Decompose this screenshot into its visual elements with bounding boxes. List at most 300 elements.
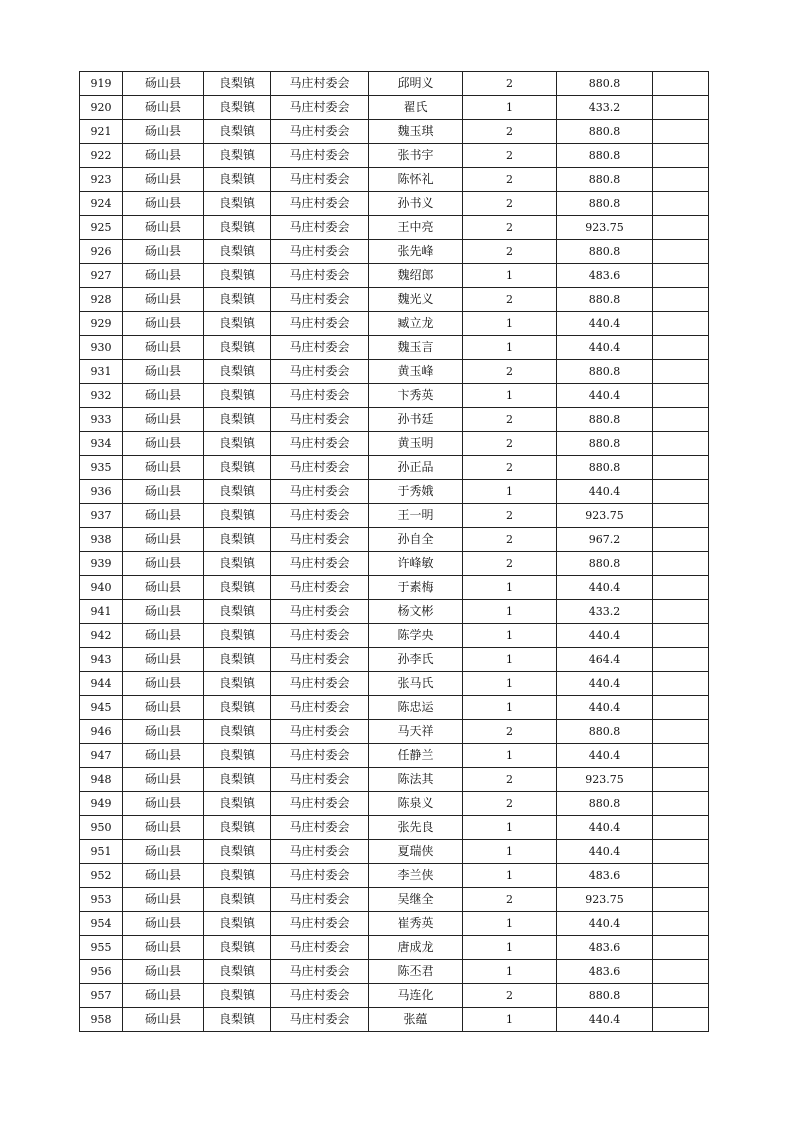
count-cell: 1	[463, 840, 557, 864]
county-cell: 砀山县	[123, 312, 204, 336]
county-cell: 砀山县	[123, 984, 204, 1008]
table-row	[80, 312, 709, 336]
village-cell: 马庄村委会	[271, 768, 369, 792]
amount-cell: 433.2	[557, 600, 653, 624]
amount-cell: 440.4	[557, 1008, 653, 1032]
name-cell: 马连化	[369, 984, 463, 1008]
village-cell: 马庄村委会	[271, 672, 369, 696]
table-row	[80, 168, 709, 192]
remark-cell	[653, 888, 709, 912]
county-cell: 砀山县	[123, 456, 204, 480]
remark-cell	[653, 936, 709, 960]
amount-cell: 880.8	[557, 408, 653, 432]
row-index-cell: 955	[80, 936, 123, 960]
data-table	[79, 71, 709, 1032]
amount-cell: 880.8	[557, 120, 653, 144]
table-row	[80, 528, 709, 552]
count-cell: 1	[463, 1008, 557, 1032]
village-cell: 马庄村委会	[271, 288, 369, 312]
town-cell: 良梨镇	[204, 600, 271, 624]
table-row	[80, 264, 709, 288]
remark-cell	[653, 240, 709, 264]
row-index-cell: 941	[80, 600, 123, 624]
remark-cell	[653, 912, 709, 936]
row-index-cell: 931	[80, 360, 123, 384]
row-index-cell: 936	[80, 480, 123, 504]
remark-cell	[653, 72, 709, 96]
name-cell: 唐成龙	[369, 936, 463, 960]
county-cell: 砀山县	[123, 888, 204, 912]
count-cell: 1	[463, 576, 557, 600]
table-row	[80, 840, 709, 864]
row-index-cell: 919	[80, 72, 123, 96]
amount-cell: 440.4	[557, 840, 653, 864]
village-cell: 马庄村委会	[271, 984, 369, 1008]
row-index-cell: 948	[80, 768, 123, 792]
count-cell: 1	[463, 744, 557, 768]
town-cell: 良梨镇	[204, 984, 271, 1008]
name-cell: 吴继全	[369, 888, 463, 912]
county-cell: 砀山县	[123, 792, 204, 816]
count-cell: 2	[463, 120, 557, 144]
table-row	[80, 120, 709, 144]
town-cell: 良梨镇	[204, 528, 271, 552]
table-row	[80, 456, 709, 480]
row-index-cell: 935	[80, 456, 123, 480]
name-cell: 陈丕君	[369, 960, 463, 984]
remark-cell	[653, 264, 709, 288]
town-cell: 良梨镇	[204, 864, 271, 888]
county-cell: 砀山县	[123, 192, 204, 216]
row-index-cell: 949	[80, 792, 123, 816]
village-cell: 马庄村委会	[271, 864, 369, 888]
town-cell: 良梨镇	[204, 960, 271, 984]
row-index-cell: 942	[80, 624, 123, 648]
name-cell: 王中亮	[369, 216, 463, 240]
town-cell: 良梨镇	[204, 384, 271, 408]
remark-cell	[653, 744, 709, 768]
count-cell: 2	[463, 72, 557, 96]
town-cell: 良梨镇	[204, 624, 271, 648]
remark-cell	[653, 288, 709, 312]
village-cell: 马庄村委会	[271, 312, 369, 336]
count-cell: 1	[463, 960, 557, 984]
town-cell: 良梨镇	[204, 336, 271, 360]
village-cell: 马庄村委会	[271, 576, 369, 600]
row-index-cell: 927	[80, 264, 123, 288]
county-cell: 砀山县	[123, 1008, 204, 1032]
county-cell: 砀山县	[123, 864, 204, 888]
name-cell: 李兰侠	[369, 864, 463, 888]
village-cell: 马庄村委会	[271, 552, 369, 576]
amount-cell: 923.75	[557, 504, 653, 528]
village-cell: 马庄村委会	[271, 240, 369, 264]
name-cell: 孙自全	[369, 528, 463, 552]
amount-cell: 880.8	[557, 792, 653, 816]
amount-cell: 483.6	[557, 864, 653, 888]
remark-cell	[653, 432, 709, 456]
row-index-cell: 954	[80, 912, 123, 936]
town-cell: 良梨镇	[204, 144, 271, 168]
amount-cell: 440.4	[557, 816, 653, 840]
count-cell: 2	[463, 720, 557, 744]
county-cell: 砀山县	[123, 960, 204, 984]
county-cell: 砀山县	[123, 576, 204, 600]
amount-cell: 880.8	[557, 360, 653, 384]
count-cell: 1	[463, 480, 557, 504]
name-cell: 马天祥	[369, 720, 463, 744]
amount-cell: 880.8	[557, 456, 653, 480]
town-cell: 良梨镇	[204, 456, 271, 480]
row-index-cell: 944	[80, 672, 123, 696]
county-cell: 砀山县	[123, 648, 204, 672]
name-cell: 陈忠运	[369, 696, 463, 720]
table-row	[80, 552, 709, 576]
row-index-cell: 929	[80, 312, 123, 336]
village-cell: 马庄村委会	[271, 696, 369, 720]
count-cell: 2	[463, 456, 557, 480]
county-cell: 砀山县	[123, 360, 204, 384]
amount-cell: 440.4	[557, 576, 653, 600]
remark-cell	[653, 840, 709, 864]
row-index-cell: 957	[80, 984, 123, 1008]
count-cell: 2	[463, 504, 557, 528]
county-cell: 砀山县	[123, 744, 204, 768]
remark-cell	[653, 312, 709, 336]
name-cell: 张蕴	[369, 1008, 463, 1032]
remark-cell	[653, 600, 709, 624]
row-index-cell: 932	[80, 384, 123, 408]
name-cell: 魏绍郎	[369, 264, 463, 288]
remark-cell	[653, 336, 709, 360]
village-cell: 马庄村委会	[271, 624, 369, 648]
county-cell: 砀山县	[123, 72, 204, 96]
count-cell: 1	[463, 864, 557, 888]
remark-cell	[653, 192, 709, 216]
name-cell: 卞秀英	[369, 384, 463, 408]
row-index-cell: 956	[80, 960, 123, 984]
name-cell: 于素梅	[369, 576, 463, 600]
village-cell: 马庄村委会	[271, 744, 369, 768]
amount-cell: 880.8	[557, 552, 653, 576]
village-cell: 马庄村委会	[271, 168, 369, 192]
remark-cell	[653, 720, 709, 744]
remark-cell	[653, 528, 709, 552]
village-cell: 马庄村委会	[271, 816, 369, 840]
table-row	[80, 912, 709, 936]
town-cell: 良梨镇	[204, 408, 271, 432]
count-cell: 2	[463, 168, 557, 192]
town-cell: 良梨镇	[204, 1008, 271, 1032]
table-row	[80, 192, 709, 216]
name-cell: 黄玉明	[369, 432, 463, 456]
village-cell: 马庄村委会	[271, 72, 369, 96]
name-cell: 张先良	[369, 816, 463, 840]
county-cell: 砀山县	[123, 336, 204, 360]
county-cell: 砀山县	[123, 840, 204, 864]
table-row	[80, 624, 709, 648]
village-cell: 马庄村委会	[271, 840, 369, 864]
remark-cell	[653, 984, 709, 1008]
amount-cell: 880.8	[557, 192, 653, 216]
village-cell: 马庄村委会	[271, 480, 369, 504]
count-cell: 2	[463, 792, 557, 816]
amount-cell: 880.8	[557, 144, 653, 168]
county-cell: 砀山县	[123, 624, 204, 648]
county-cell: 砀山县	[123, 600, 204, 624]
amount-cell: 440.4	[557, 480, 653, 504]
amount-cell: 440.4	[557, 336, 653, 360]
row-index-cell: 925	[80, 216, 123, 240]
table-row	[80, 360, 709, 384]
table-row	[80, 96, 709, 120]
remark-cell	[653, 960, 709, 984]
amount-cell: 880.8	[557, 720, 653, 744]
count-cell: 2	[463, 240, 557, 264]
village-cell: 马庄村委会	[271, 96, 369, 120]
village-cell: 马庄村委会	[271, 960, 369, 984]
village-cell: 马庄村委会	[271, 384, 369, 408]
table-row	[80, 288, 709, 312]
table-row	[80, 216, 709, 240]
village-cell: 马庄村委会	[271, 144, 369, 168]
town-cell: 良梨镇	[204, 768, 271, 792]
amount-cell: 880.8	[557, 72, 653, 96]
name-cell: 魏玉言	[369, 336, 463, 360]
row-index-cell: 950	[80, 816, 123, 840]
amount-cell: 880.8	[557, 288, 653, 312]
town-cell: 良梨镇	[204, 696, 271, 720]
row-index-cell: 930	[80, 336, 123, 360]
town-cell: 良梨镇	[204, 120, 271, 144]
name-cell: 邱明义	[369, 72, 463, 96]
table-row	[80, 864, 709, 888]
county-cell: 砀山县	[123, 936, 204, 960]
county-cell: 砀山县	[123, 216, 204, 240]
county-cell: 砀山县	[123, 552, 204, 576]
name-cell: 夏瑞侠	[369, 840, 463, 864]
count-cell: 2	[463, 408, 557, 432]
count-cell: 2	[463, 216, 557, 240]
count-cell: 2	[463, 432, 557, 456]
table-row	[80, 1008, 709, 1032]
remark-cell	[653, 768, 709, 792]
town-cell: 良梨镇	[204, 288, 271, 312]
county-cell: 砀山县	[123, 264, 204, 288]
town-cell: 良梨镇	[204, 552, 271, 576]
county-cell: 砀山县	[123, 720, 204, 744]
county-cell: 砀山县	[123, 504, 204, 528]
table-row	[80, 720, 709, 744]
table-row	[80, 600, 709, 624]
table-row	[80, 408, 709, 432]
town-cell: 良梨镇	[204, 504, 271, 528]
count-cell: 2	[463, 192, 557, 216]
amount-cell: 440.4	[557, 672, 653, 696]
village-cell: 马庄村委会	[271, 600, 369, 624]
remark-cell	[653, 456, 709, 480]
count-cell: 1	[463, 336, 557, 360]
village-cell: 马庄村委会	[271, 792, 369, 816]
row-index-cell: 958	[80, 1008, 123, 1032]
table-row	[80, 936, 709, 960]
row-index-cell: 921	[80, 120, 123, 144]
village-cell: 马庄村委会	[271, 504, 369, 528]
town-cell: 良梨镇	[204, 648, 271, 672]
table-row	[80, 984, 709, 1008]
row-index-cell: 943	[80, 648, 123, 672]
remark-cell	[653, 696, 709, 720]
county-cell: 砀山县	[123, 432, 204, 456]
count-cell: 2	[463, 144, 557, 168]
table-row	[80, 696, 709, 720]
town-cell: 良梨镇	[204, 216, 271, 240]
table-row	[80, 480, 709, 504]
village-cell: 马庄村委会	[271, 120, 369, 144]
town-cell: 良梨镇	[204, 96, 271, 120]
village-cell: 马庄村委会	[271, 264, 369, 288]
town-cell: 良梨镇	[204, 192, 271, 216]
county-cell: 砀山县	[123, 144, 204, 168]
count-cell: 2	[463, 552, 557, 576]
amount-cell: 440.4	[557, 744, 653, 768]
village-cell: 马庄村委会	[271, 408, 369, 432]
count-cell: 1	[463, 912, 557, 936]
amount-cell: 923.75	[557, 888, 653, 912]
amount-cell: 967.2	[557, 528, 653, 552]
count-cell: 1	[463, 672, 557, 696]
town-cell: 良梨镇	[204, 72, 271, 96]
village-cell: 马庄村委会	[271, 648, 369, 672]
count-cell: 2	[463, 888, 557, 912]
count-cell: 2	[463, 360, 557, 384]
remark-cell	[653, 120, 709, 144]
amount-cell: 483.6	[557, 936, 653, 960]
count-cell: 1	[463, 264, 557, 288]
table-row	[80, 768, 709, 792]
county-cell: 砀山县	[123, 120, 204, 144]
amount-cell: 440.4	[557, 384, 653, 408]
row-index-cell: 923	[80, 168, 123, 192]
village-cell: 马庄村委会	[271, 1008, 369, 1032]
table-row	[80, 144, 709, 168]
amount-cell: 923.75	[557, 768, 653, 792]
town-cell: 良梨镇	[204, 720, 271, 744]
village-cell: 马庄村委会	[271, 888, 369, 912]
amount-cell: 440.4	[557, 624, 653, 648]
table-row	[80, 336, 709, 360]
village-cell: 马庄村委会	[271, 936, 369, 960]
name-cell: 陈法其	[369, 768, 463, 792]
count-cell: 1	[463, 312, 557, 336]
amount-cell: 440.4	[557, 696, 653, 720]
town-cell: 良梨镇	[204, 888, 271, 912]
name-cell: 杨文彬	[369, 600, 463, 624]
table-row	[80, 960, 709, 984]
amount-cell: 440.4	[557, 312, 653, 336]
remark-cell	[653, 408, 709, 432]
table-row	[80, 648, 709, 672]
remark-cell	[653, 480, 709, 504]
remark-cell	[653, 552, 709, 576]
name-cell: 翟氏	[369, 96, 463, 120]
table-row	[80, 744, 709, 768]
table-row	[80, 576, 709, 600]
amount-cell: 923.75	[557, 216, 653, 240]
table-row	[80, 816, 709, 840]
remark-cell	[653, 1008, 709, 1032]
row-index-cell: 922	[80, 144, 123, 168]
count-cell: 2	[463, 984, 557, 1008]
row-index-cell: 920	[80, 96, 123, 120]
amount-cell: 483.6	[557, 960, 653, 984]
county-cell: 砀山县	[123, 912, 204, 936]
village-cell: 马庄村委会	[271, 528, 369, 552]
count-cell: 1	[463, 96, 557, 120]
count-cell: 1	[463, 816, 557, 840]
remark-cell	[653, 384, 709, 408]
name-cell: 任静兰	[369, 744, 463, 768]
row-index-cell: 939	[80, 552, 123, 576]
name-cell: 孙李氏	[369, 648, 463, 672]
village-cell: 马庄村委会	[271, 912, 369, 936]
remark-cell	[653, 360, 709, 384]
row-index-cell: 946	[80, 720, 123, 744]
name-cell: 陈怀礼	[369, 168, 463, 192]
remark-cell	[653, 504, 709, 528]
remark-cell	[653, 648, 709, 672]
table-row	[80, 432, 709, 456]
town-cell: 良梨镇	[204, 816, 271, 840]
name-cell: 孙正品	[369, 456, 463, 480]
name-cell: 王一明	[369, 504, 463, 528]
amount-cell: 880.8	[557, 984, 653, 1008]
row-index-cell: 945	[80, 696, 123, 720]
town-cell: 良梨镇	[204, 840, 271, 864]
town-cell: 良梨镇	[204, 936, 271, 960]
village-cell: 马庄村委会	[271, 432, 369, 456]
row-index-cell: 940	[80, 576, 123, 600]
count-cell: 1	[463, 936, 557, 960]
village-cell: 马庄村委会	[271, 192, 369, 216]
county-cell: 砀山县	[123, 96, 204, 120]
amount-cell: 464.4	[557, 648, 653, 672]
name-cell: 魏光义	[369, 288, 463, 312]
table-row	[80, 72, 709, 96]
town-cell: 良梨镇	[204, 312, 271, 336]
name-cell: 许峰敏	[369, 552, 463, 576]
town-cell: 良梨镇	[204, 168, 271, 192]
count-cell: 2	[463, 288, 557, 312]
amount-cell: 880.8	[557, 168, 653, 192]
county-cell: 砀山县	[123, 408, 204, 432]
village-cell: 马庄村委会	[271, 336, 369, 360]
row-index-cell: 926	[80, 240, 123, 264]
name-cell: 崔秀英	[369, 912, 463, 936]
count-cell: 1	[463, 600, 557, 624]
town-cell: 良梨镇	[204, 240, 271, 264]
name-cell: 臧立龙	[369, 312, 463, 336]
remark-cell	[653, 96, 709, 120]
name-cell: 黄玉峰	[369, 360, 463, 384]
row-index-cell: 953	[80, 888, 123, 912]
row-index-cell: 937	[80, 504, 123, 528]
amount-cell: 433.2	[557, 96, 653, 120]
name-cell: 陈泉义	[369, 792, 463, 816]
table-row	[80, 504, 709, 528]
county-cell: 砀山县	[123, 168, 204, 192]
remark-cell	[653, 168, 709, 192]
